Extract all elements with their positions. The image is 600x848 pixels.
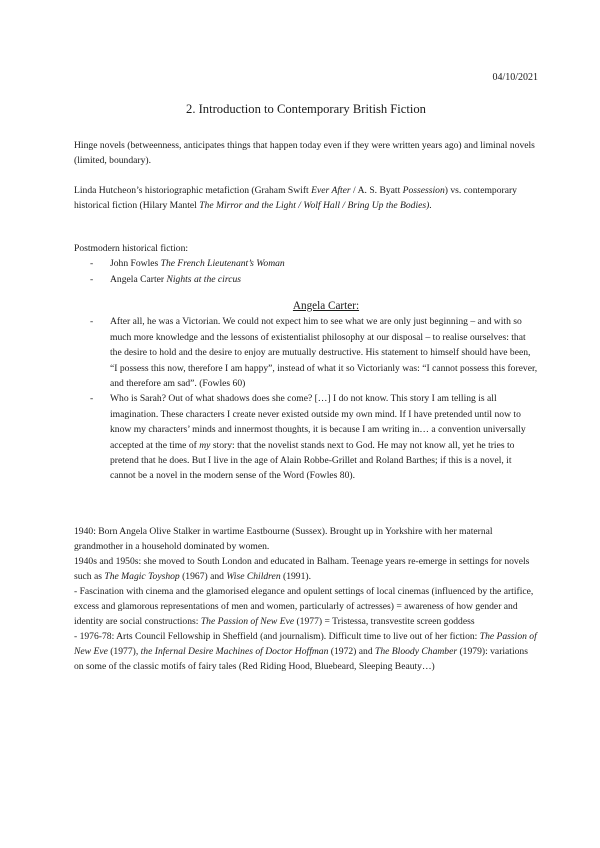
postmodern-list [74,256,538,287]
quote-item [74,314,538,391]
work-title: The Passion of New Eve [200,616,295,627]
document-date: 04/10/2021 [492,72,538,83]
work-title: The Magic Toyshop [104,571,180,582]
text-run: (1967) and [179,571,227,582]
work-title: the Infernal Desire Machines of Doctor Hoffman [140,646,329,657]
text-run: - 1976-78: Arts Council Fellowship in Sheffield (and journalism). Difficult time to live out of her fiction: [74,631,480,642]
list-item [74,256,538,271]
quote-list [74,314,538,483]
work-title: The Mirror and the Light / Wolf Hall / Bring Up the Bodies) [199,200,430,212]
angela-carter-section [74,299,538,484]
list-item [74,272,538,287]
work-title: Ever After [311,185,351,196]
list-label: Postmodern historical fiction: [74,243,189,254]
text-run: (1977) = Tristessa, transvestite screen goddess [294,616,475,627]
bio-line-1950s [74,554,538,584]
biography-section [74,524,538,674]
text-run: (1977), [107,646,141,657]
work-title: Possession [402,185,445,196]
quote-text: story: that the novelist stands next to God. He may not know all, yet he tries to pretend that he does. But I live in the age of Alain Robbe-Grillet and Roland Barthes; if this is a novel, it cannot be a novel in the modern sense of the Word (Fowles 80). [110,439,515,482]
paragraph-metafiction [74,183,538,214]
work-title: The Bloody Chamber [375,646,458,657]
author-name: John Fowles [110,258,161,270]
text-run: 1940s and 1950s: she moved to South London and educated in Balham. Teenage years re-emerge in settings for novels such as [74,556,530,582]
work-title: The Passion of New Eve [74,631,537,657]
text-run: / A. S. Byatt [350,185,403,196]
work-title: Nights at the circus [166,273,242,285]
text-run: (1991). [280,571,311,582]
text-run: (1979): variations on some of the classic motifs of fairy tales (Red Riding Hood, Bluebeard, Sleeping Beauty…) [74,646,528,672]
section-heading: Angela Carter: [292,300,360,312]
quote-text: Who is Sarah? Out of what shadows does she come? […] I do not know. This story I am telling is all imagination. These characters I create never existed outside my own mind. If I have pretended until now to know my characters’ minds and innermost thoughts, it is because I am writing in… a convention universally accepted at the time of [110,393,526,451]
text-run: - Fascination with cinema and the glamorised elegance and opulent settings of local cinemas (influenced by the artifice, excess and glamorous representations of men and women, particularly of actresses) = awareness of how gender and identity are social constructions: [74,586,534,627]
text-run: Linda Hutcheon’s historiographic metafiction (Graham Swift [74,185,312,196]
paragraph-text [74,183,538,214]
document-title: 2. Introduction to Contemporary British Fiction [186,102,426,116]
bio-line-cinema [74,584,538,629]
text-run: (1972) and [328,646,376,657]
author-name: Angela Carter [110,273,167,285]
postmodern-list-section [74,241,538,287]
quote-text: After all, he was a Victorian. We could not expect him to see what we are only just beginning – and with so much more knowledge and the lessons of existentialist philosophy at our disposal – to realise ourselves: that the desire to hold and the desire to enjoy are mutually destructive. His statement to himself should have been, “I possess this now, therefore I am happy”, instead of what it so Victorianly was: “I cannot possess this forever, and therefore am sad”. (Fowles 60) [110,316,538,390]
bio-line-fellowship [74,629,538,674]
text-run: ) vs. contemporary historical fiction (Hilary Mantel [74,185,517,212]
bio-line-1940: 1940: Born Angela Olive Stalker in wartime Eastbourne (Sussex). Brought up in Yorkshire with her maternal grandmother in a household dominated by women. [74,526,493,552]
work-title: The French Lieutenant’s Woman [160,258,285,270]
work-title: Wise Children [226,571,281,582]
quote-item [74,391,538,483]
paragraph-text: Hinge novels (betweenness, anticipates things that happen today even if they were written years ago) and liminal novels (limited, boundary). [74,140,535,167]
paragraph-hinge-novels [74,138,538,169]
emphasis: my [199,439,211,451]
text-run: . [429,200,432,212]
